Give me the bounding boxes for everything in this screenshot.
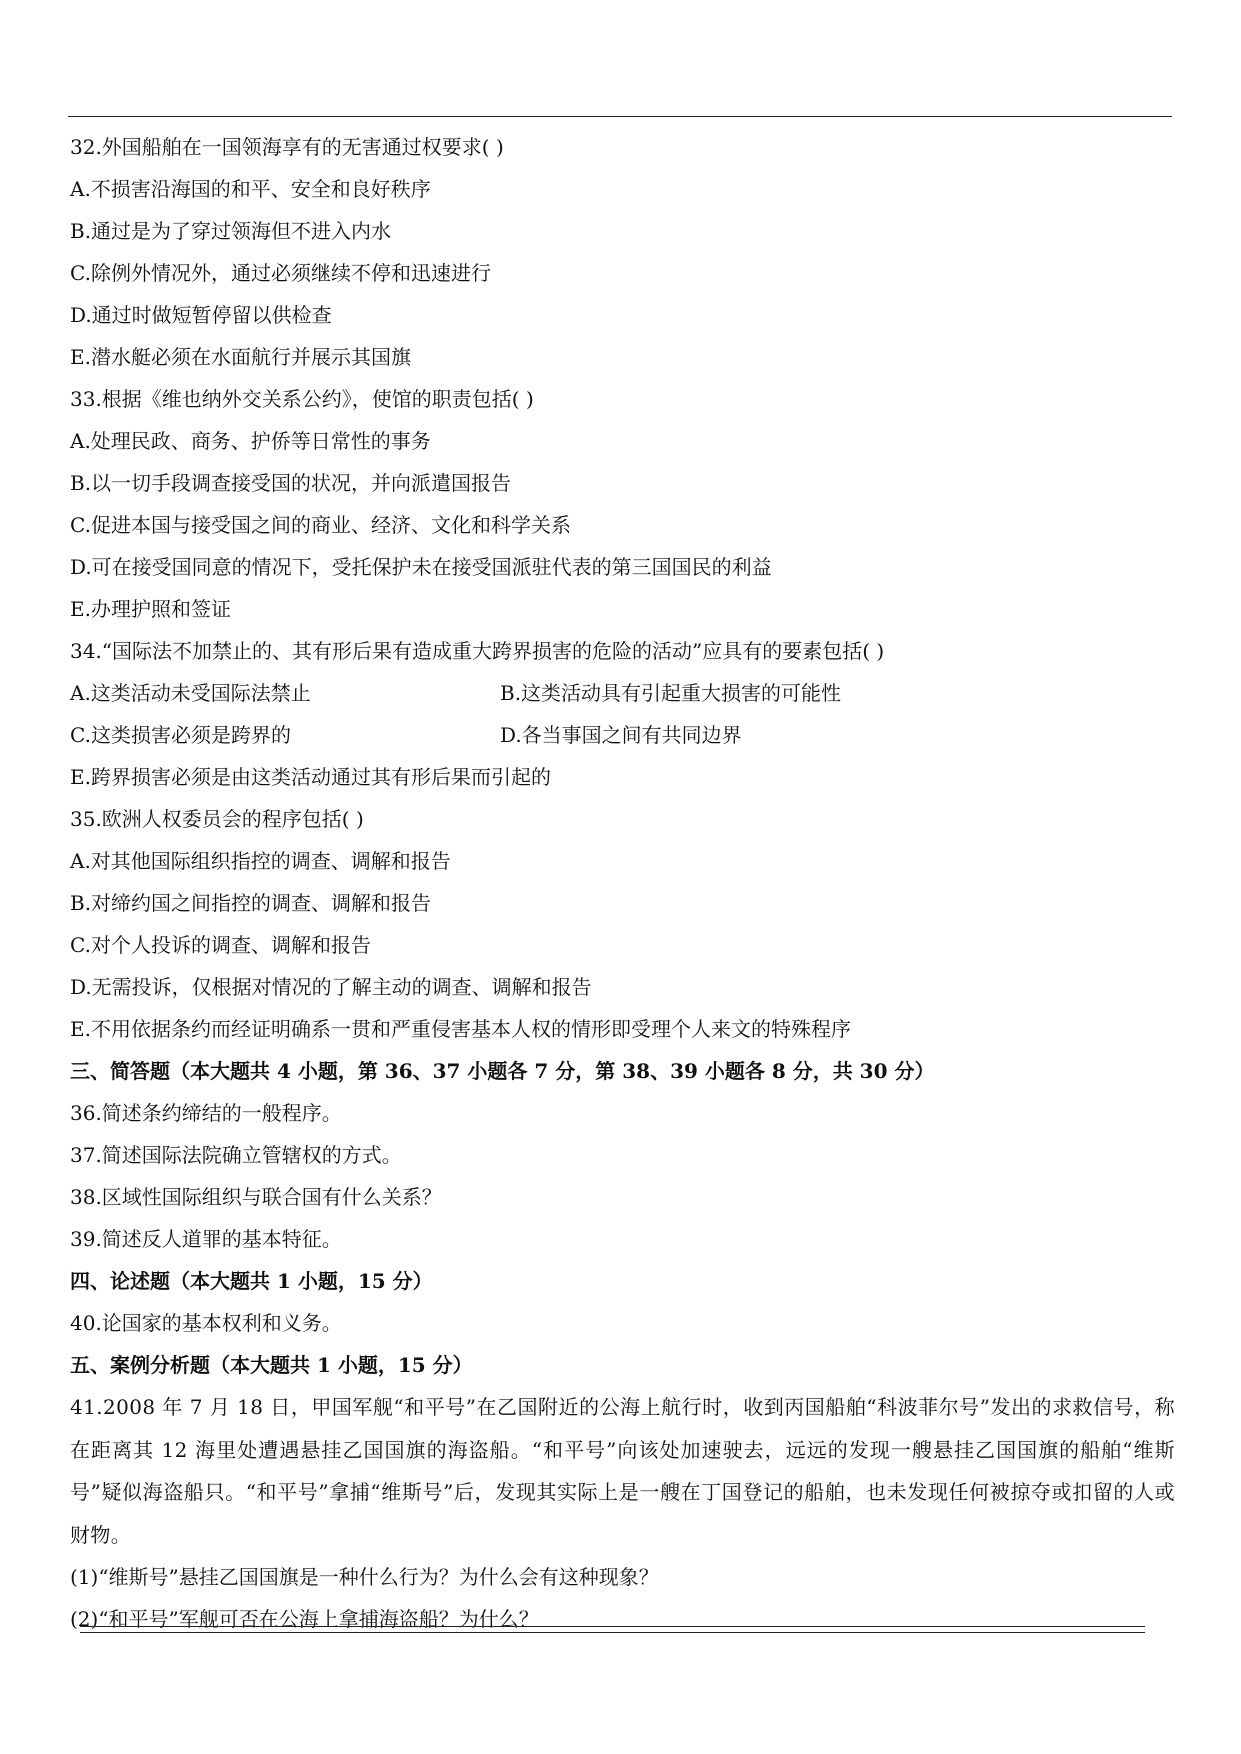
question-34-option-b: B.这类活动具有引起重大损害的可能性 [500, 681, 842, 705]
question-33-option-e: E.办理护照和签证 [70, 597, 231, 621]
question-33-option-a: A.处理民政、商务、护侨等日常性的事务 [70, 429, 431, 453]
question-39: 39.简述反人道罪的基本特征。 [70, 1227, 342, 1251]
question-33-option-d: D.可在接受国同意的情况下，受托保护未在接受国派驻代表的第三国国民的利益 [70, 555, 772, 579]
section-4-heading: 四、论述题（本大题共 1 小题，15 分） [70, 1269, 433, 1293]
question-33-option-b: B.以一切手段调查接受国的状况，并向派遣国报告 [70, 471, 512, 495]
question-37: 37.简述国际法院确立管辖权的方式。 [70, 1143, 402, 1167]
question-34-option-a: A.这类活动未受国际法禁止 [70, 681, 311, 705]
question-35-stem: 35.欧洲人权委员会的程序包括( ) [70, 807, 364, 831]
question-35-option-a: A.对其他国际组织指控的调查、调解和报告 [70, 849, 451, 873]
question-35-option-d: D.无需投诉，仅根据对情况的了解主动的调查、调解和报告 [70, 975, 592, 999]
question-34-options-row-2 [70, 714, 1175, 756]
exam-page-content [70, 126, 1175, 1640]
question-32-option-c: C.除例外情况外，通过必须继续不停和迅速进行 [70, 261, 491, 285]
header-rule [68, 116, 1172, 117]
question-35-option-b: B.对缔约国之间指控的调查、调解和报告 [70, 891, 432, 915]
question-35-option-c: C.对个人投诉的调查、调解和报告 [70, 933, 371, 957]
question-38: 38.区域性国际组织与联合国有什么关系？ [70, 1185, 442, 1209]
question-41-sub-2: (2)“和平号”军舰可否在公海上拿捕海盗船？为什么？ [70, 1607, 539, 1631]
question-35-option-e: E.不用依据条约而经证明确系一贯和严重侵害基本人权的情形即受理个人来文的特殊程序 [70, 1017, 851, 1041]
question-32-option-a: A.不损害沿海国的和平、安全和良好秩序 [70, 177, 431, 201]
question-34-stem: 34.“国际法不加禁止的、其有形后果有造成重大跨界损害的危险的活动”应具有的要素包括( ) [70, 639, 885, 663]
question-32-option-e: E.潜水艇必须在水面航行并展示其国旗 [70, 345, 411, 369]
question-33-option-c: C.促进本国与接受国之间的商业、经济、文化和科学关系 [70, 513, 571, 537]
footer-double-rule [80, 1626, 1145, 1633]
question-33-stem: 33.根据《维也纳外交关系公约》，使馆的职责包括( ) [70, 387, 534, 411]
case-block [70, 1386, 1175, 1556]
question-34-options-row-1 [70, 672, 1175, 714]
question-41-case-text: 41.2008 年 7 月 18 日，甲国军舰“和平号”在乙国附近的公海上航行时，收到丙国船舶“科波菲尔号”发出的求救信号，称在距离其 12 海里处遭遇悬挂乙国国旗的海盗船。“和平号”向该处加速驶去，远远的发现一艘悬挂乙国国旗的船舶“维斯号”疑似海盗船只。“和平号”拿捕“维斯号”后，发现其实际上是一艘在丁国登记的船舶，也未发现任何被掠夺或扣留的人或财物。 [70, 1395, 1175, 1547]
question-32-option-b: B.通过是为了穿过领海但不进入内水 [70, 219, 392, 243]
question-41-sub-1: (1)“维斯号”悬挂乙国国旗是一种什么行为？为什么会有这种现象？ [70, 1565, 659, 1589]
question-34-option-d: D.各当事国之间有共同边界 [500, 723, 742, 747]
question-40: 40.论国家的基本权利和义务。 [70, 1311, 342, 1335]
section-5-heading: 五、案例分析题（本大题共 1 小题，15 分） [70, 1353, 473, 1377]
question-32-stem: 32.外国船舶在一国领海享有的无害通过权要求( ) [70, 135, 504, 159]
question-34-option-c: C.这类损害必须是跨界的 [70, 723, 291, 747]
question-32-option-d: D.通过时做短暂停留以供检查 [70, 303, 332, 327]
section-3-heading: 三、简答题（本大题共 4 小题，第 36、37 小题各 7 分，第 38、39 小题各 8 分，共 30 分） [70, 1059, 935, 1083]
question-36: 36.简述条约缔结的一般程序。 [70, 1101, 342, 1125]
question-34-option-e: E.跨界损害必须是由这类活动通过其有形后果而引起的 [70, 765, 551, 789]
